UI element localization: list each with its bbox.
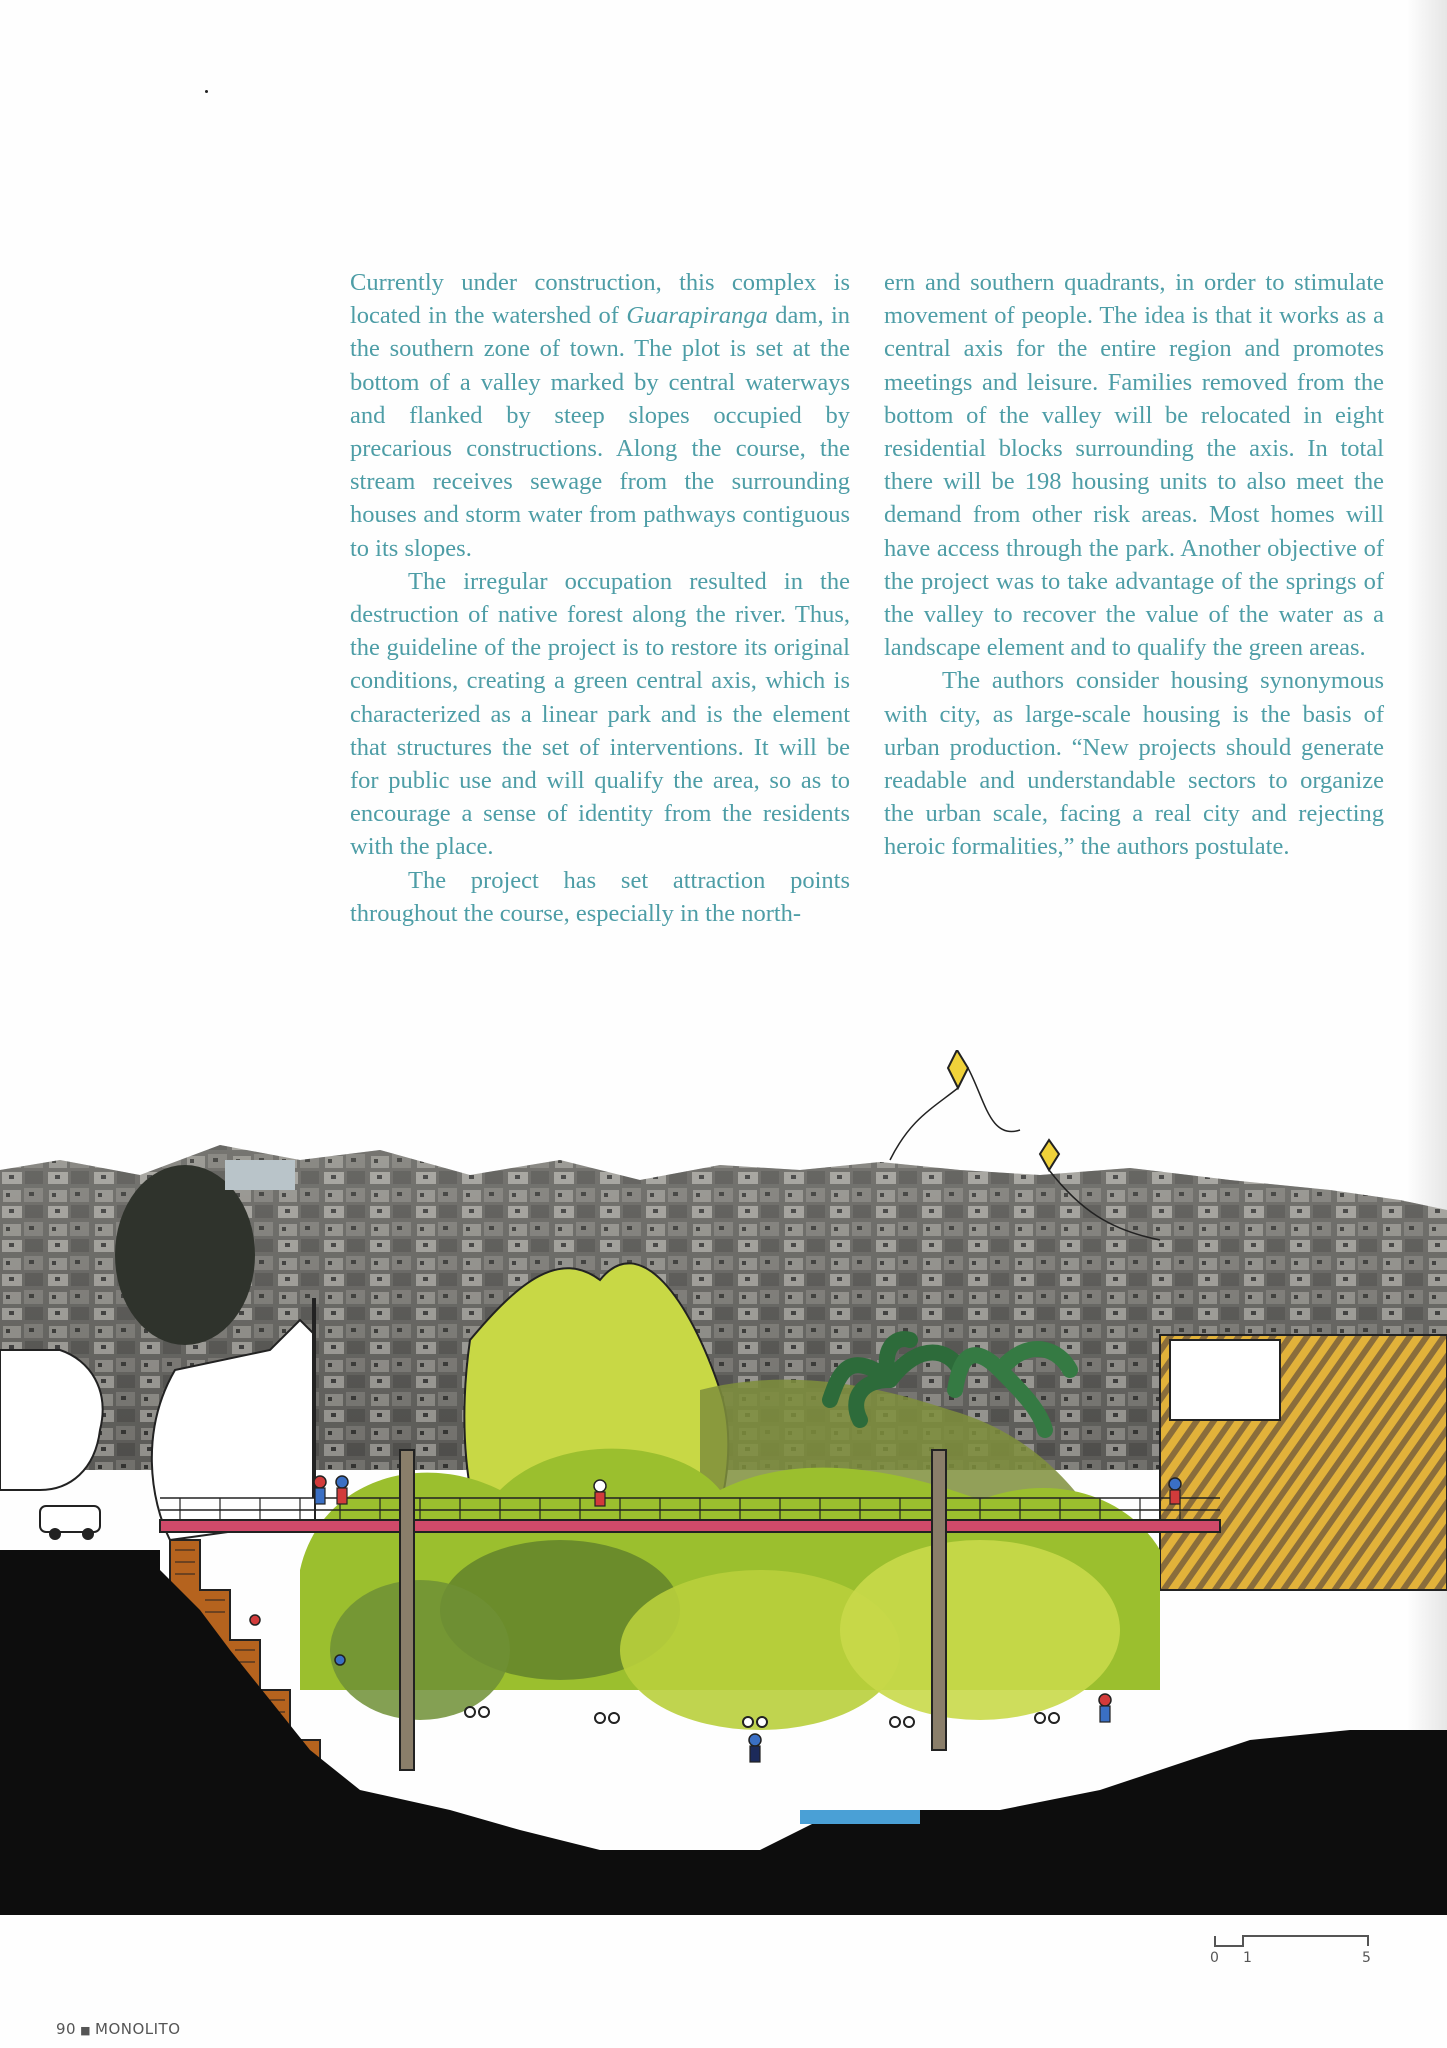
scale-label-5: 5	[1362, 1950, 1371, 1966]
scale-label-1: 1	[1243, 1950, 1252, 1966]
dark-tree-left	[115, 1165, 255, 1345]
paragraph-4: The authors consider housing synonymous with city, as large-scale housing is the basis of urban production. “New projects should generate readable and understandable sectors to organize the urban scale, facing a real city and rejecting heroic formalities,” the authors postulate.	[884, 667, 1384, 861]
elevated-walkway	[160, 1520, 1220, 1532]
print-speck	[205, 90, 208, 93]
section-drawing-illustration	[0, 1050, 1447, 1915]
paragraph-3-continued: ern and southern quadrants, in order to stimulate movement of people. The idea is that it works as a central axis for the entire region and promotes meetings and leisure. Families removed from the bottom of the valley will be relocated in eight residential blocks surrounding the axis. In total there will be 198 housing units to also meet the demand from other risk areas. Most homes will have access through the park. Another objective of the project was to take advantage of the springs of the valley to recover the value of the water as a landscape element and to qualify the green areas.	[884, 269, 1384, 662]
text-column-right	[884, 266, 1384, 864]
paragraph-1: Currently under construction, this complex is located in the watershed of Guarapiranga dam, in the southern zone of town. The plot is set at the bottom of a valley marked by central waterways and flanked by steep slopes occupied by precarious constructions. Along the course, the stream receives sewage from the surrounding houses and storm water from pathways contiguous to its slopes.	[350, 269, 850, 562]
kite-lower	[1040, 1140, 1059, 1170]
kite-upper	[948, 1050, 968, 1088]
place-name-emphasis: Guarapiranga	[626, 302, 768, 330]
paragraph-2: The irregular occupation resulted in the destruction of native forest along the river. Thus, the guideline of the project is to restore its original conditions, creating a green central axis, which is characterized as a linear park and is the element that structures the set of interventions. It will be for public use and will qualify the area, so as to encourage a sense of identity from the residents with the place.	[350, 567, 850, 861]
page-number: 90	[56, 2020, 77, 2038]
section-drawing-svg	[0, 1050, 1447, 1915]
scale-bar	[1205, 1928, 1375, 1968]
walkway-pylon-left	[400, 1450, 414, 1770]
hilltop-house	[225, 1160, 295, 1190]
page-footer	[56, 2020, 181, 2038]
footer-separator: ■	[80, 2024, 91, 2037]
text-column-left	[350, 266, 850, 930]
walkway-pylon-right	[932, 1450, 946, 1750]
car-sketch	[40, 1506, 100, 1532]
paragraph-3: The project has set attraction points throughout the course, especially in the north-	[350, 866, 850, 927]
magazine-name: MONOLITO	[95, 2020, 181, 2038]
scale-label-0: 0	[1210, 1950, 1219, 1966]
stream-water	[800, 1810, 920, 1824]
